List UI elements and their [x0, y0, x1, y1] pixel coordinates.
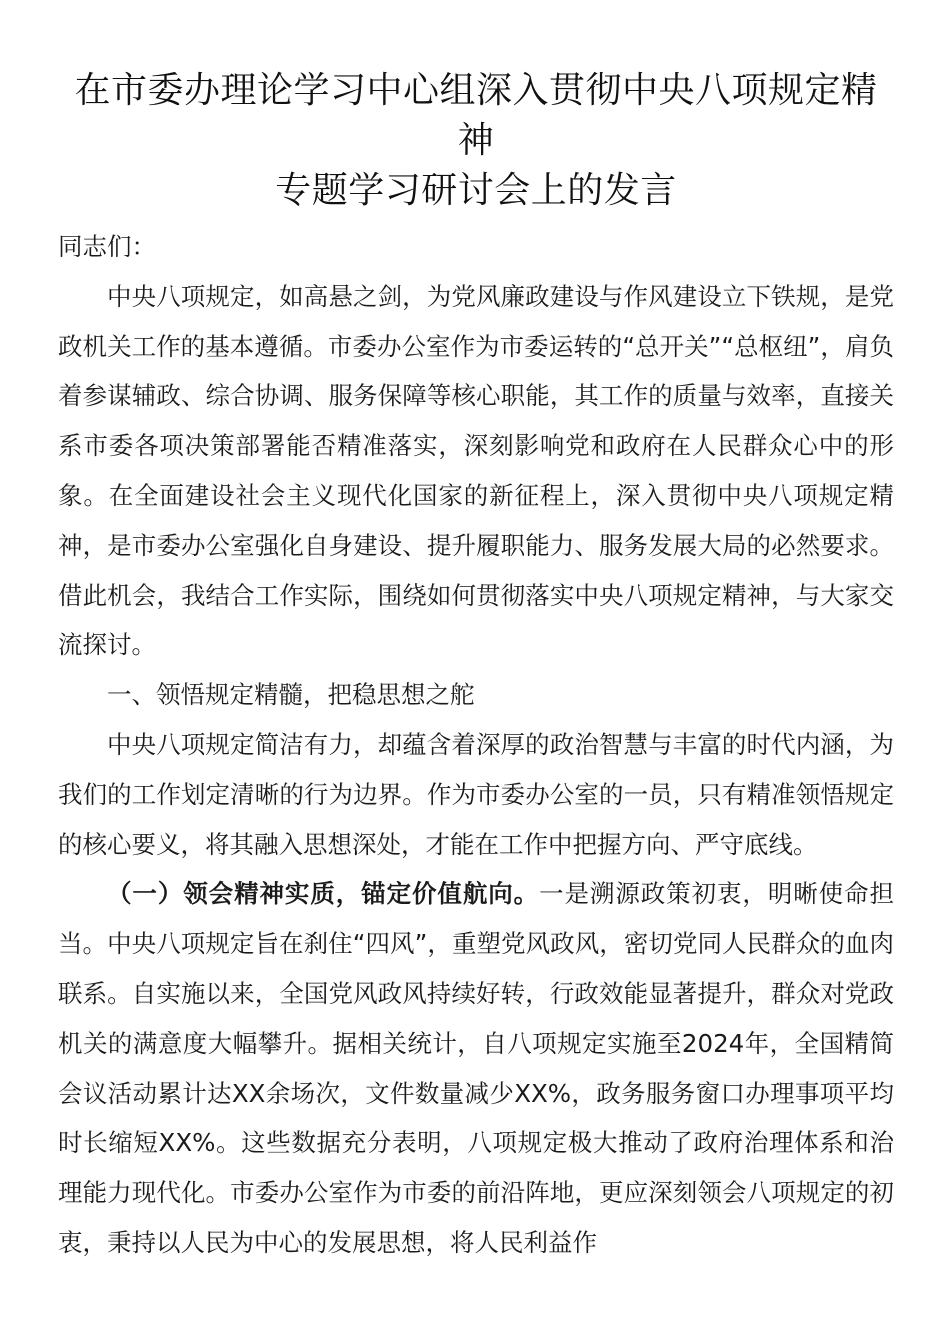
document-page	[58, 66, 894, 1268]
intro-paragraph: 中央八项规定，如高悬之剑，为党风廉政建设与作风建设立下铁规，是党政机关工作的基本遵循。市委办公室作为市委运转的“总开关”“总枢纽”，肩负着参谋辅政、综合协调、服务保障等核心职能，其工作的质量与效率，直接关系市委各项决策部署能否精准落实，深刻影响党和政府在人民群众心中的形象。在全面建设社会主义现代化国家的新征程上，深入贯彻中央八项规定精神，是市委办公室强化自身建设、提升履职能力、服务发展大局的必然要求。借此机会，我结合工作实际，围绕如何贯彻落实中央八项规定精神，与大家交流探讨。	[58, 281, 894, 660]
salutation: 同志们：	[58, 232, 156, 261]
subsection-text: 一是溯源政策初衷，明晰使命担当。中央八项规定旨在刹住“四风”，重塑党风政风，密切党同人民群众的血肉联系。自实施以来，全国党风政风持续好转，行政效能显著提升，群众对党政机关的满意度大幅攀升。据相关统计，自八项规定实施至2024年，全国精简会议活动累计达XX余场次，文件数量减少XX%，政务服务窗口办理事项平均时长缩短XX%。这些数据充分表明，八项规定极大推动了政府治理体系和治理能力现代化。市委办公室作为市委的前沿阵地，更应深刻领会八项规定的初衷，秉持以人民为中心的发展思想，将人民利益作	[58, 879, 895, 1257]
title-line-2: 专题学习研讨会上的发言	[275, 170, 677, 211]
section-heading: 一、领悟规定精髓，把稳思想之舵	[107, 680, 475, 710]
document-title	[58, 66, 894, 216]
subsection-paragraph	[58, 869, 894, 1267]
subsection-heading: （一）领会精神实质，锚定价值航向。	[107, 879, 540, 909]
document-body	[58, 222, 894, 1268]
section-paragraph: 中央八项规定简洁有力，却蕴含着深厚的政治智慧与丰富的时代内涵，为我们的工作划定清晰的行为边界。作为市委办公室的一员，只有精准领悟规定的核心要义，将其融入思想深处，才能在工作中把握方向、严守底线。	[58, 729, 894, 859]
title-line-1: 在市委办理论学习中心组深入贯彻中央八项规定精神	[74, 70, 878, 161]
